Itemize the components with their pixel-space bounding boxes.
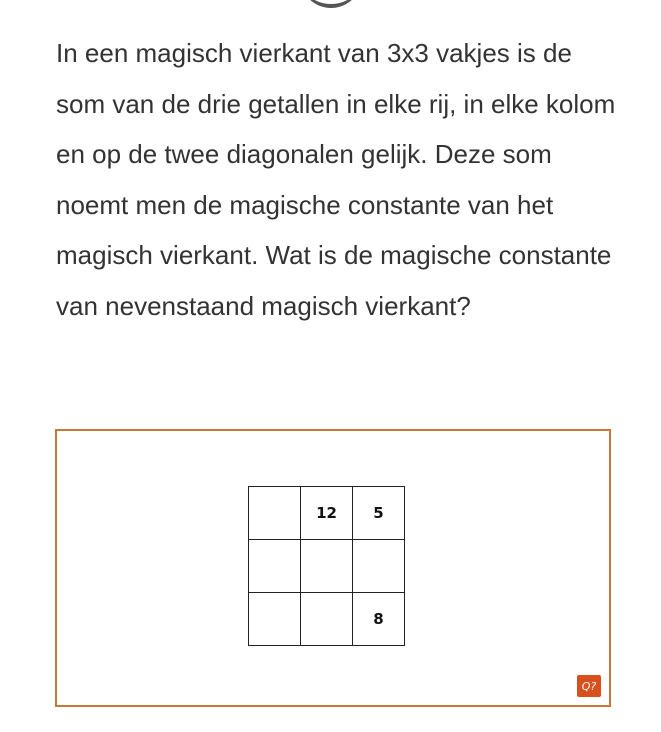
grid-cell: 8 xyxy=(353,593,405,646)
magic-square-grid xyxy=(248,486,405,646)
grid-row xyxy=(249,593,405,646)
grid-row xyxy=(249,487,405,540)
figure-frame xyxy=(55,429,611,707)
grid-row xyxy=(249,540,405,593)
grid-cell: 12 xyxy=(301,487,353,540)
grid-cell xyxy=(249,593,301,646)
grid-cell xyxy=(301,593,353,646)
grid-cell xyxy=(353,540,405,593)
grid-cell xyxy=(301,540,353,593)
question-text: In een magisch vierkant van 3x3 vakjes is de som van de drie getallen in elke rij, in elke kolom en op de twee diagonalen gelijk. Deze som noemt men de magische constante van het magisch vierkant. Wat is de magische constante van nevenstaand magisch vierkant? xyxy=(56,38,616,321)
question-badge-icon[interactable]: Q? xyxy=(577,675,601,697)
grid-cell xyxy=(249,540,301,593)
top-arc-decoration xyxy=(300,0,362,8)
grid-cell: 5 xyxy=(353,487,405,540)
grid-cell xyxy=(249,487,301,540)
